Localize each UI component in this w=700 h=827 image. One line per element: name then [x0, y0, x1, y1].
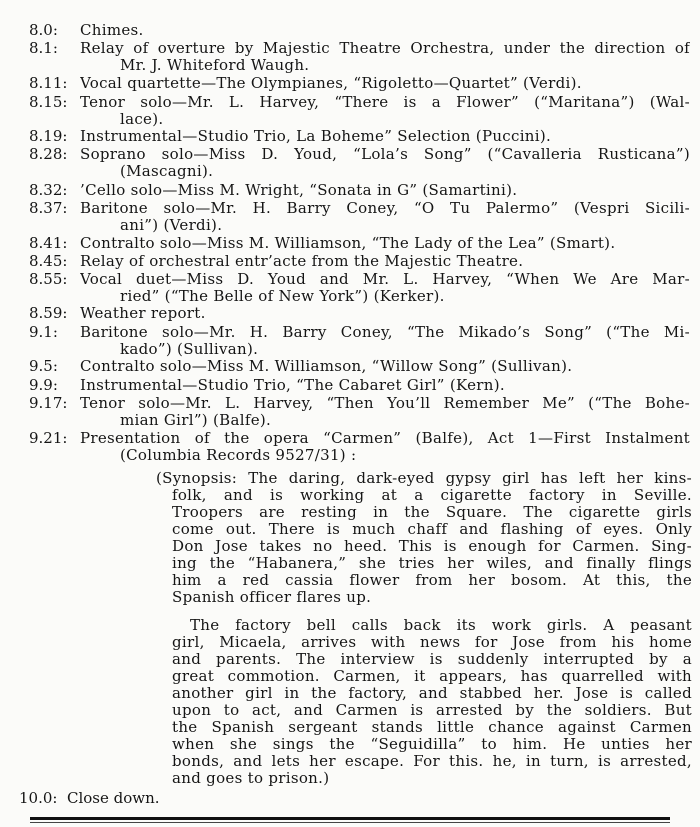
entry-text-line: Weather report. [80, 305, 206, 322]
synopsis-line: bonds, and lets her escape. For this. he, in turn, is arrested, [172, 753, 692, 770]
entry-text-line: mian Girl”) (Balfe). [120, 412, 272, 429]
entry-text-line: Contralto solo—Miss M. Williamson, “Willow Song” (Sullivan). [80, 358, 573, 375]
synopsis-line: Spanish officer flares up. [172, 589, 372, 606]
bottom-rule [30, 817, 670, 820]
entry-time: 8.0: [29, 21, 58, 39]
synopsis-line: Troopers are resting in the Square. The cigarette girls [172, 504, 692, 521]
entry-text-line: (Mascagni). [120, 163, 214, 180]
synopsis-line: upon to act, and Carmen is arrested by the soldiers. But [172, 702, 692, 719]
entry-text-line: Mr. J. Whiteford Waugh. [120, 57, 310, 74]
synopsis-line: the Spanish sergeant stands little chance against Carmen [172, 719, 692, 736]
bottom-rule-thin [30, 822, 670, 823]
synopsis-line: ing the “Habanera,” she tries her wiles, and finally flings [172, 555, 692, 572]
entry-time: 8.41: [29, 234, 68, 252]
entry-text-line: Instrumental—Studio Trio, La Boheme” Selection (Puccini). [80, 128, 552, 145]
entry-text-line: Vocal duet—Miss D. Youd and Mr. L. Harvey, “When We Are Mar- [80, 271, 690, 288]
entry-time: 8.1: [29, 39, 58, 57]
synopsis-line: when she sings the “Seguidilla” to him. He unties her [172, 736, 692, 753]
synopsis-line: come out. There is much chaff and flashing of eyes. Only [172, 521, 692, 538]
closing-text: Close down. [67, 789, 160, 807]
entry-time: 9.21: [29, 429, 68, 447]
entry-text-line: Baritone solo—Mr. H. Barry Coney, “O Tu Palermo” (Vespri Sicili- [80, 200, 690, 217]
entry-text-line: Baritone solo—Mr. H. Barry Coney, “The Mikado’s Song” (“The Mi- [80, 324, 690, 341]
entry-text-line: ani”) (Verdi). [120, 217, 223, 234]
synopsis-line: great commotion. Carmen, it appears, has quarrelled with [172, 668, 692, 685]
synopsis-line: (Synopsis: The daring, dark-eyed gypsy girl has left her kins- [156, 470, 692, 487]
entry-text-line: lace). [120, 111, 164, 128]
synopsis-line: and goes to prison.) [172, 770, 330, 787]
synopsis-line: folk, and is working at a cigarette factory in Seville. [172, 487, 692, 504]
synopsis-line: him a red cassia flower from her bosom. At this, the [172, 572, 692, 589]
entry-text-line: kado”) (Sullivan). [120, 341, 259, 358]
entry-text-line: ried” (“The Belle of New York”) (Kerker). [120, 288, 445, 305]
entry-time: 8.11: [29, 74, 68, 92]
entry-time: 9.9: [29, 376, 58, 394]
entry-text-line: Relay of orchestral entr’acte from the Majestic Theatre. [80, 253, 524, 270]
entry-text-line: Relay of overture by Majestic Theatre Orchestra, under the direction of [80, 40, 690, 57]
entry-text-line: Soprano solo—Miss D. Youd, “Lola’s Song” (“Cavalleria Rusticana”) [80, 146, 690, 163]
entry-text-line: (Columbia Records 9527/31) : [120, 447, 357, 464]
entry-time: 8.28: [29, 145, 68, 163]
entry-text-line: Vocal quartette—The Olympianes, “Rigoletto—Quartet” (Verdi). [80, 75, 582, 92]
entry-text-line: Tenor solo—Mr. L. Harvey, “Then You’ll Remember Me” (“The Bohe- [80, 395, 690, 412]
entry-time: 8.32: [29, 181, 68, 199]
entry-time: 8.55: [29, 270, 68, 288]
synopsis-line: The factory bell calls back its work girls. A peasant [190, 617, 692, 634]
entry-text-line: Chimes. [80, 22, 144, 39]
entry-time: 9.5: [29, 357, 58, 375]
entry-time: 8.15: [29, 93, 68, 111]
synopsis-line: Don Jose takes no heed. This is enough for Carmen. Sing- [172, 538, 692, 555]
synopsis-line: girl, Micaela, arrives with news for Jose from his home [172, 634, 692, 651]
entry-text-line: Presentation of the opera “Carmen” (Balfe), Act 1—First Instalment [80, 430, 690, 447]
entry-text-line: Contralto solo—Miss M. Williamson, “The Lady of the Lea” (Smart). [80, 235, 616, 252]
synopsis-line: and parents. The interview is suddenly interrupted by a [172, 651, 692, 668]
entry-time: 9.1: [29, 323, 58, 341]
entry-text-line: Tenor solo—Mr. L. Harvey, “There is a Flower” (“Maritana”) (Wal- [80, 94, 690, 111]
entry-time: 9.17: [29, 394, 68, 412]
entry-text-line: Instrumental—Studio Trio, “The Cabaret Girl” (Kern). [80, 377, 505, 394]
entry-time: 8.59: [29, 304, 68, 322]
entry-time: 8.37: [29, 199, 68, 217]
entry-time: 8.19: [29, 127, 68, 145]
synopsis-line: another girl in the factory, and stabbed her. Jose is called [172, 685, 692, 702]
entry-text-line: ’Cello solo—Miss M. Wright, “Sonata in G” (Samartini). [80, 182, 518, 199]
entry-time: 8.45: [29, 252, 68, 270]
closing-time: 10.0: [19, 789, 58, 807]
